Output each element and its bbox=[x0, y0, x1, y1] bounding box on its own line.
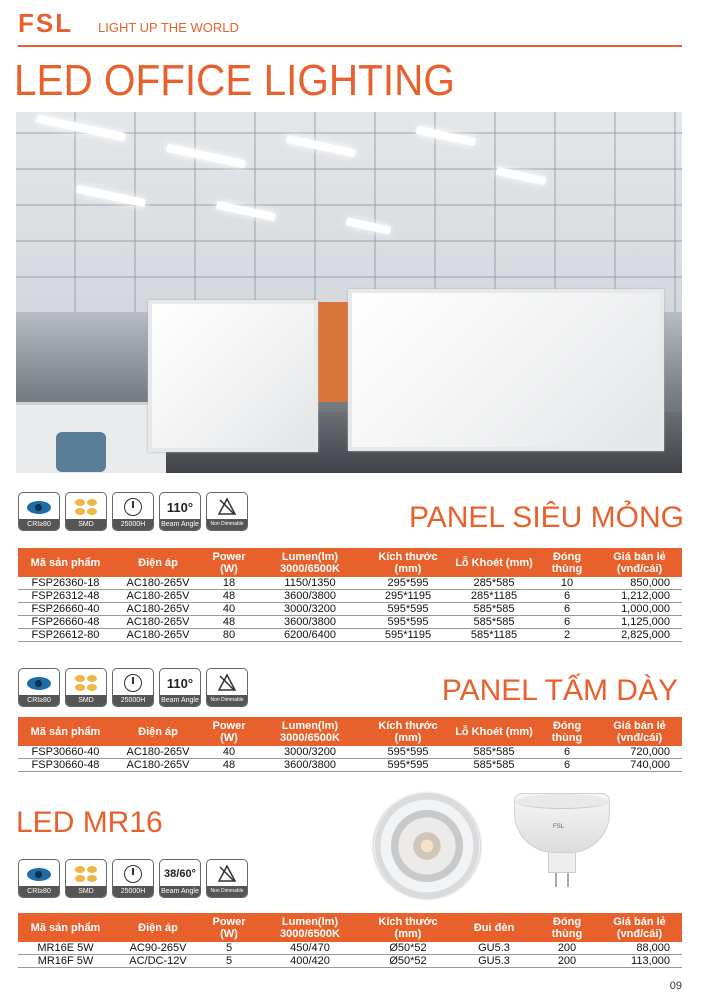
table-cell: FSP30660-40 bbox=[18, 746, 113, 759]
col-header: Power (W) bbox=[203, 548, 255, 577]
table-cell: AC180-265V bbox=[113, 616, 203, 629]
table-cell: 40 bbox=[203, 746, 255, 759]
table-row bbox=[18, 759, 682, 772]
table-cell: 2 bbox=[537, 629, 597, 642]
beam-angle-badge bbox=[159, 859, 201, 898]
beam-angle-badge bbox=[159, 668, 201, 707]
table-cell: 2,825,000 bbox=[597, 629, 682, 642]
table-cell: 40 bbox=[203, 603, 255, 616]
badge-label: 25000H bbox=[113, 695, 153, 706]
col-header: Điện áp bbox=[113, 913, 203, 942]
table-cell: 850,000 bbox=[597, 577, 682, 590]
table-header-row bbox=[18, 717, 682, 746]
beam-angle-value: 38/60° bbox=[164, 868, 196, 880]
table-cell: 585*585 bbox=[451, 759, 537, 772]
col-header: Lỗ Khoét (mm) bbox=[451, 548, 537, 577]
table-cell: 88,000 bbox=[597, 942, 682, 955]
page-title: LED OFFICE LIGHTING bbox=[14, 56, 455, 105]
table-cell: AC180-265V bbox=[113, 603, 203, 616]
table-cell: 200 bbox=[537, 955, 597, 968]
header-divider bbox=[18, 45, 682, 47]
col-header: Mã sản phẩm bbox=[18, 913, 113, 942]
table-cell: 585*1185 bbox=[451, 629, 537, 642]
table-cell: 295*1195 bbox=[365, 590, 451, 603]
lifetime-badge bbox=[112, 859, 154, 898]
col-header: Đui đèn bbox=[451, 913, 537, 942]
col-header: Đóng thùng bbox=[537, 548, 597, 577]
table-cell: GU5.3 bbox=[451, 955, 537, 968]
mr16-pins bbox=[551, 873, 573, 887]
table-cell: 285*1185 bbox=[451, 590, 537, 603]
office-hero-photo bbox=[16, 112, 682, 473]
col-header: Giá bán lẻ (vnđ/cái) bbox=[597, 913, 682, 942]
lifetime-badge bbox=[112, 668, 154, 707]
mr16-bulb-side-image bbox=[514, 793, 610, 893]
led-panel-square bbox=[148, 300, 318, 452]
table-row bbox=[18, 590, 682, 603]
table-cell: 595*595 bbox=[365, 616, 451, 629]
badge-label: Beam Angle bbox=[161, 888, 199, 895]
non-dimmable-icon bbox=[217, 673, 237, 693]
eye-icon bbox=[27, 868, 51, 881]
smd-badge bbox=[65, 668, 107, 707]
spec-table-panel-thick bbox=[18, 717, 682, 772]
table-cell: 585*585 bbox=[451, 746, 537, 759]
brand-logo: FSL bbox=[18, 8, 74, 38]
col-header: Đóng thùng bbox=[537, 717, 597, 746]
badge-label: Beam Angle bbox=[161, 697, 199, 704]
smd-chip-icon bbox=[72, 498, 100, 516]
table-cell: FSP30660-48 bbox=[18, 759, 113, 772]
table-cell: 3000/3200 bbox=[255, 603, 365, 616]
table-cell: GU5.3 bbox=[451, 942, 537, 955]
col-header: Mã sản phẩm bbox=[18, 548, 113, 577]
table-cell: AC180-265V bbox=[113, 746, 203, 759]
col-header: Kích thước (mm) bbox=[365, 913, 451, 942]
table-cell: MR16F 5W bbox=[18, 955, 113, 968]
table-cell: 585*585 bbox=[451, 603, 537, 616]
table-cell: 3600/3800 bbox=[255, 616, 365, 629]
col-header: Giá bán lẻ (vnđ/cái) bbox=[597, 548, 682, 577]
mr16-rim bbox=[515, 794, 609, 809]
table-cell: 585*585 bbox=[451, 616, 537, 629]
badge-label: Non Dimmable bbox=[207, 695, 247, 706]
badge-label: 25000H bbox=[113, 519, 153, 530]
mr16-brand-mark: FSL bbox=[553, 824, 565, 830]
table-cell: FSP26660-48 bbox=[18, 616, 113, 629]
col-header: Lumen(lm) 3000/6500K bbox=[255, 913, 365, 942]
beam-angle-value: 110° bbox=[166, 675, 194, 691]
table-cell: FSP26312-48 bbox=[18, 590, 113, 603]
mr16-bulb-front-image bbox=[374, 794, 480, 898]
smd-badge bbox=[65, 859, 107, 898]
table-cell: AC90-265V bbox=[113, 942, 203, 955]
cri-badge bbox=[18, 492, 60, 531]
clock-icon bbox=[124, 865, 142, 883]
table-cell: Ø50*52 bbox=[365, 942, 451, 955]
table-cell: 5 bbox=[203, 942, 255, 955]
col-header: Lumen(lm) 3000/6500K bbox=[255, 548, 365, 577]
table-cell: 200 bbox=[537, 942, 597, 955]
eye-icon bbox=[27, 501, 51, 514]
col-header: Power (W) bbox=[203, 913, 255, 942]
table-cell: 6 bbox=[537, 590, 597, 603]
non-dimmable-badge bbox=[206, 492, 248, 531]
led-panel-rectangular bbox=[348, 289, 664, 451]
non-dimmable-icon bbox=[217, 864, 237, 884]
table-cell: 595*595 bbox=[365, 603, 451, 616]
table-cell: 450/470 bbox=[255, 942, 365, 955]
feature-icons-row bbox=[18, 492, 248, 531]
table-cell: 1,212,000 bbox=[597, 590, 682, 603]
col-header: Điện áp bbox=[113, 548, 203, 577]
section-title-panel-thin: PANEL SIÊU MỎNG bbox=[408, 501, 684, 534]
badge-label: SMD bbox=[66, 519, 106, 530]
table-cell: 400/420 bbox=[255, 955, 365, 968]
cri-badge bbox=[18, 668, 60, 707]
table-header-row bbox=[18, 548, 682, 577]
beam-angle-badge bbox=[159, 492, 201, 531]
clock-icon bbox=[124, 498, 142, 516]
table-cell: 48 bbox=[203, 590, 255, 603]
table-cell: AC180-265V bbox=[113, 759, 203, 772]
badge-label: CRI≥80 bbox=[19, 519, 59, 530]
table-cell: Ø50*52 bbox=[365, 955, 451, 968]
table-cell: AC180-265V bbox=[113, 590, 203, 603]
spec-table-panel-thin bbox=[18, 548, 682, 642]
ceiling-grid bbox=[16, 112, 682, 312]
badge-label: CRI≥80 bbox=[19, 695, 59, 706]
col-header: Đóng thùng bbox=[537, 913, 597, 942]
feature-icons-row bbox=[18, 668, 248, 707]
col-header: Kích thước (mm) bbox=[365, 717, 451, 746]
table-cell: 10 bbox=[537, 577, 597, 590]
table-cell: 80 bbox=[203, 629, 255, 642]
smd-chip-icon bbox=[72, 674, 100, 692]
table-cell: FSP26660-40 bbox=[18, 603, 113, 616]
table-header-row bbox=[18, 913, 682, 942]
table-cell: 3600/3800 bbox=[255, 590, 365, 603]
table-cell: 113,000 bbox=[597, 955, 682, 968]
cri-badge bbox=[18, 859, 60, 898]
table-cell: 18 bbox=[203, 577, 255, 590]
table-cell: 595*595 bbox=[365, 759, 451, 772]
table-cell: 48 bbox=[203, 616, 255, 629]
table-row bbox=[18, 955, 682, 968]
table-cell: AC180-265V bbox=[113, 577, 203, 590]
feature-icons-row bbox=[18, 859, 248, 898]
table-cell: 720,000 bbox=[597, 746, 682, 759]
table-cell: 295*595 bbox=[365, 577, 451, 590]
mr16-cup bbox=[514, 793, 610, 853]
table-row bbox=[18, 942, 682, 955]
smd-chip-icon bbox=[72, 865, 100, 883]
table-cell: 48 bbox=[203, 759, 255, 772]
eye-icon bbox=[27, 677, 51, 690]
col-header: Kích thước (mm) bbox=[365, 548, 451, 577]
badge-label: SMD bbox=[66, 886, 106, 897]
badge-label: Beam Angle bbox=[161, 521, 199, 528]
table-row bbox=[18, 746, 682, 759]
table-cell: 6 bbox=[537, 759, 597, 772]
clock-icon bbox=[124, 674, 142, 692]
col-header: Điện áp bbox=[113, 717, 203, 746]
table-cell: 5 bbox=[203, 955, 255, 968]
badge-label: SMD bbox=[66, 695, 106, 706]
col-header: Lumen(lm) 3000/6500K bbox=[255, 717, 365, 746]
table-cell: AC/DC-12V bbox=[113, 955, 203, 968]
table-cell: 3600/3800 bbox=[255, 759, 365, 772]
table-cell: 740,000 bbox=[597, 759, 682, 772]
non-dimmable-icon bbox=[217, 497, 237, 517]
beam-angle-value: 110° bbox=[166, 499, 194, 515]
table-cell: 6 bbox=[537, 603, 597, 616]
table-cell: FSP26612-80 bbox=[18, 629, 113, 642]
table-row bbox=[18, 629, 682, 642]
table-cell: 6 bbox=[537, 616, 597, 629]
non-dimmable-badge bbox=[206, 668, 248, 707]
smd-badge bbox=[65, 492, 107, 531]
table-cell: 1,125,000 bbox=[597, 616, 682, 629]
brand-tagline: LIGHT UP THE WORLD bbox=[98, 20, 239, 35]
table-cell: 595*595 bbox=[365, 746, 451, 759]
table-row bbox=[18, 577, 682, 590]
table-cell: 1150/1350 bbox=[255, 577, 365, 590]
mr16-base bbox=[548, 853, 576, 873]
section-title-panel-thick: PANEL TẤM DÀY bbox=[441, 674, 678, 707]
col-header: Power (W) bbox=[203, 717, 255, 746]
table-cell: MR16E 5W bbox=[18, 942, 113, 955]
badge-label: Non Dimmable bbox=[207, 519, 247, 530]
spec-table-mr16 bbox=[18, 913, 682, 968]
table-cell: 6 bbox=[537, 746, 597, 759]
table-cell: FSP26360-18 bbox=[18, 577, 113, 590]
table-cell: 6200/6400 bbox=[255, 629, 365, 642]
col-header: Giá bán lẻ (vnđ/cái) bbox=[597, 717, 682, 746]
table-cell: 285*585 bbox=[451, 577, 537, 590]
badge-label: 25000H bbox=[113, 886, 153, 897]
table-cell: 1,000,000 bbox=[597, 603, 682, 616]
table-cell: 595*1195 bbox=[365, 629, 451, 642]
badge-label: Non Dimmable bbox=[207, 886, 247, 897]
page-number: 09 bbox=[669, 980, 682, 992]
col-header: Mã sản phẩm bbox=[18, 717, 113, 746]
section-title-mr16: LED MR16 bbox=[16, 806, 163, 839]
table-cell: 3000/3200 bbox=[255, 746, 365, 759]
col-header: Lỗ Khoét (mm) bbox=[451, 717, 537, 746]
badge-label: CRI≥80 bbox=[19, 886, 59, 897]
lifetime-badge bbox=[112, 492, 154, 531]
table-row bbox=[18, 603, 682, 616]
table-cell: AC180-265V bbox=[113, 629, 203, 642]
non-dimmable-badge bbox=[206, 859, 248, 898]
office-chair bbox=[56, 432, 106, 472]
table-row bbox=[18, 616, 682, 629]
